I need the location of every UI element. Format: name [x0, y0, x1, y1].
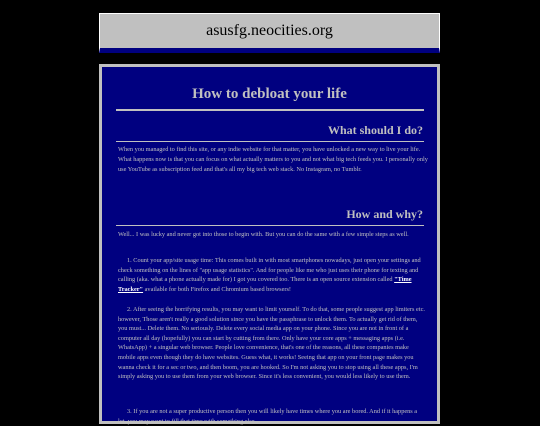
- section-heading-how: How and why?: [346, 207, 423, 221]
- list-item-text: 1. Count your app/site usage time: This comes built in with most smartphones nowadays, just open your settings and check something on the lines of "app usage statistics". And for people like me who just uses their phone for texting and calling (aka. what a phone actually made for) I got you covered too. There is an open source extension called: [118, 257, 421, 284]
- section-divider: [116, 141, 424, 142]
- list-item: [118, 256, 426, 294]
- section-divider: [116, 225, 424, 226]
- main-content: [102, 67, 437, 425]
- list-item: 2. After seeing the horrifying results, you may want to limit yourself. To do that, some people suggest app limiters etc. however, Those aren't really a good solution since you have the passphrase to unlock them. To actually get rid of them, you must... Delete them. No seriously. Delete every social media app on your phone. Since you are not in front of a computer all day (hopefully) you can start by cutting from there. Only have your core apps + messaging apps (i.e. WhatsApp) + a singular web browser. People love convenience, that's one of the reasons, all these companies make mobile apps even though they do have websites. Guess what, it works! Seeing that app on your front page makes you wanna check it for a sec or two, and then boom, you are hooked. So I'm not asking you to stop using all these apps, I'm simply asking you to use them from your web browser. Since it's less convenient, you would less likely to use them.: [118, 306, 425, 381]
- title-divider: [116, 109, 424, 111]
- list-item-text: available for both Firefox and Chromium based browsers!: [143, 285, 292, 293]
- list-item: 3. If you are not a super productive person then you will likely have times where you are bored. And if it happens a lot, you may want to fill that time with something else.: [118, 408, 418, 425]
- site-title: asusfg.neocities.org: [206, 22, 333, 39]
- page-title: How to debloat your life: [192, 86, 347, 102]
- section-heading-what: What should I do?: [327, 123, 423, 137]
- section-paragraph-what: When you managed to find this site, or any indie website for that matter, you have unlocked a new way to live your life. What happens now is that you can focus on what actually matters to you and not what big tech feeds you. I personally only use YouTube as subscription feed and that's all my big tech web stack. No Instagram, no Tumblr.: [118, 146, 428, 174]
- site-header: [99, 13, 440, 53]
- time-tracker-link[interactable]: "Time Tracker": [118, 276, 412, 293]
- main-content-frame: [99, 64, 440, 424]
- section-paragraph-how: Well... I was lucky and never got into those to begin with. But you can do the same with a few simple steps as well.: [118, 231, 409, 238]
